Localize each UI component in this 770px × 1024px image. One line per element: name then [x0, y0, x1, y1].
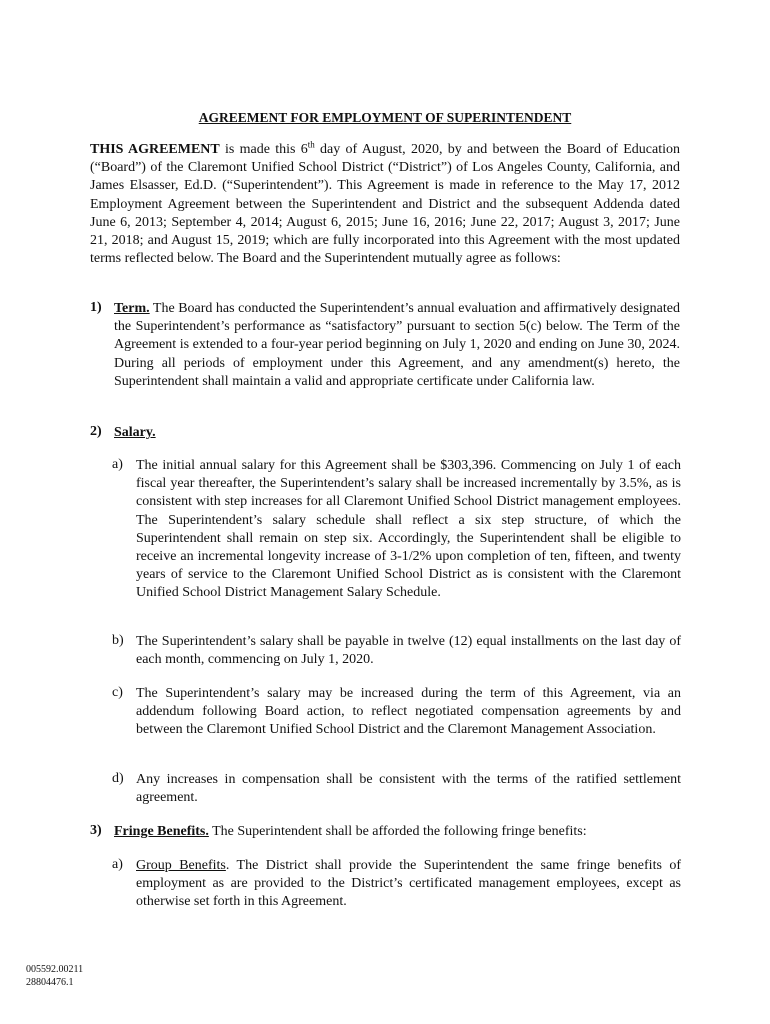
section-heading: Salary.: [114, 425, 156, 440]
intro-superscript: th: [307, 139, 315, 150]
section-fringe-benefits: [114, 823, 680, 841]
salary-item: The Superintendent’s salary shall be payable in twelve (12) equal installments on the last day of each month, commencing on July 1, 2020.: [136, 634, 681, 668]
item-letter: a): [112, 457, 123, 472]
item-subheading: Group Benefits: [136, 858, 226, 873]
intro-text-rest: day of August, 2020, by and between the Board of Education (“Board”) of the Claremont Unified School District (“District”) of Los Angeles County, California, and James Elsasser, Ed.D. (“Superintendent”). This Agreement is made in reference to the May 17, 2012 Employment Agreement between the Superintendent and District and the subsequent Addenda dated June 6, 2013; September 4, 2014; August 6, 2015; June 16, 2016; June 22, 2017; August 3, 2017; June 21, 2018; and August 15, 2019; which are fully incorporated into this Agreement with the most updated terms reflected below. The Board and the Superintendent mutually agree as follows:: [90, 142, 680, 267]
footer-doc-id: 28804476.1: [26, 977, 74, 988]
salary-item: The initial annual salary for this Agreement shall be $303,396. Commencing on July 1 of each fiscal year thereafter, the Superintendent’s salary shall be increased incrementally by 3.5%, as is consistent with step increases for all Claremont Unified School District management employees. The Superintendent’s salary schedule shall reflect a six step structure, of which the Superintendent shall remain on step six. Accordingly, the Superintendent shall be eligible to receive an incremental longevity increase of 3-1/2% upon completion of ten, fifteen, and twenty years of service to the Claremont Unified School District as is consistent with the Claremont Unified School District Management Salary Schedule.: [136, 458, 681, 601]
item-letter: b): [112, 633, 124, 648]
section-term: [114, 300, 680, 391]
section-number: 3): [90, 823, 102, 838]
intro-text-before: is made this 6: [219, 142, 308, 157]
section-number: 2): [90, 424, 102, 439]
intro-lead: THIS AGREEMENT: [90, 142, 220, 157]
item-letter: d): [112, 771, 124, 786]
item-letter: c): [112, 685, 123, 700]
section-salary-heading: [114, 424, 680, 442]
section-heading: Term.: [114, 301, 150, 316]
item-letter: a): [112, 857, 123, 872]
document-title: AGREEMENT FOR EMPLOYMENT OF SUPERINTENDENT: [198, 110, 572, 125]
section-text: The Board has conducted the Superintendent’s annual evaluation and affirmatively designated the Superintendent’s performance as “satisfactory” pursuant to section 5(c) below. The Term of the Agreement is extended to a four-year period beginning on July 1, 2020 and ending on June 30, 2024. During all periods of employment under this Agreement, and any amendment(s) hereto, the Superintendent shall maintain a valid and appropriate certificate under California law.: [114, 301, 680, 389]
document-footer: [26, 963, 83, 989]
section-number: 1): [90, 300, 102, 315]
section-text: The Superintendent shall be afforded the following fringe benefits:: [208, 824, 587, 839]
footer-doc-number: 005592.00211: [26, 964, 84, 975]
salary-item: The Superintendent’s salary may be increased during the term of this Agreement, via an addendum following Board action, to reflect negotiated compensation agreements by and between the Claremont Unified School District and the Claremont Management Association.: [136, 686, 681, 738]
fringe-item: [136, 857, 681, 912]
salary-item: Any increases in compensation shall be consistent with the terms of the ratified settlement agreement.: [136, 772, 681, 806]
item-text: . The District shall provide the Superintendent the same fringe benefits of employment as are provided to the District’s certificated management employees, except as otherwise set forth in this Agreement.: [136, 858, 681, 910]
section-heading: Fringe Benefits.: [114, 824, 209, 839]
intro-paragraph: [90, 141, 680, 268]
